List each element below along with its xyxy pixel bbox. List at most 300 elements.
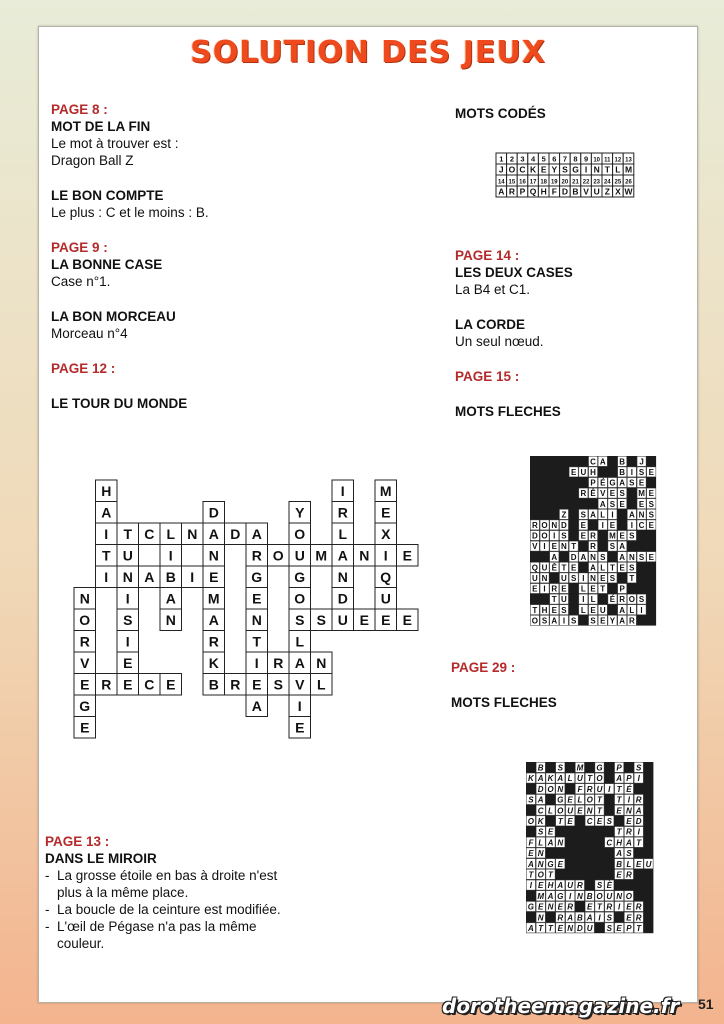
crossword-letter: X xyxy=(381,525,391,542)
grid-letter: S xyxy=(596,881,603,891)
grid-letter: I xyxy=(608,784,611,794)
grid-letter: R xyxy=(626,870,632,880)
page-title: SOLUTION DES JEUX xyxy=(190,35,546,70)
grid-letter: U xyxy=(541,563,548,573)
grid-letter: T xyxy=(616,795,622,805)
grid-letter: Ê xyxy=(551,563,557,573)
grid-letter: E xyxy=(567,795,573,805)
code-text: 25 xyxy=(614,179,622,186)
grid-letter: T xyxy=(528,870,534,880)
grid-letter: D xyxy=(577,924,583,933)
grid-letter: J xyxy=(639,457,644,467)
code-text: 26 xyxy=(625,179,632,186)
crossword-letter: S xyxy=(295,611,305,628)
grid-letter: L xyxy=(577,795,583,805)
grid-letter: I xyxy=(627,795,631,805)
grid-letter: L xyxy=(580,584,586,594)
grid-letter: A xyxy=(626,838,632,848)
grid-letter: S xyxy=(638,595,645,605)
crossword-letter: I xyxy=(190,568,195,585)
crossword-letter: R xyxy=(79,633,90,650)
crossword-letter: S xyxy=(273,676,283,693)
grid-letter: D xyxy=(635,817,642,826)
section-heading: MOT DE LA FIN xyxy=(51,119,151,134)
grid-letter: P xyxy=(626,924,632,933)
grid-letter: A xyxy=(599,457,606,467)
grid-letter: U xyxy=(580,468,587,477)
grid-letter: N xyxy=(561,542,567,552)
grid-letter: N xyxy=(590,552,596,562)
crossword-letter: E xyxy=(166,676,176,693)
code-text: B xyxy=(572,186,579,197)
right-column-top xyxy=(455,105,685,122)
grid-letter: A xyxy=(616,774,622,784)
crossword-letter: Q xyxy=(380,568,392,585)
grid-letter: N xyxy=(628,552,635,562)
grid-letter: S xyxy=(541,616,548,626)
grid-letter: F xyxy=(577,784,583,794)
grid-letter: B xyxy=(586,891,593,901)
crossword-letter: Y xyxy=(295,504,305,521)
grid-letter: O xyxy=(537,870,544,880)
grid-letter: S xyxy=(629,478,635,488)
grid-letter: D xyxy=(531,531,538,541)
grid-letter: E xyxy=(619,499,625,509)
grid-letter: O xyxy=(557,806,564,816)
grid-letter: U xyxy=(567,806,573,816)
grid-letter: L xyxy=(538,838,544,848)
code-text: A xyxy=(498,186,505,197)
grid-letter: T xyxy=(571,542,577,552)
grid-letter: R xyxy=(635,795,642,805)
grid-letter: T xyxy=(616,784,622,794)
code-text: 4 xyxy=(531,154,536,164)
code-text: N xyxy=(593,164,600,175)
code-text: 6 xyxy=(552,154,557,164)
grid-letter: A xyxy=(619,605,626,615)
crossword-letter: E xyxy=(252,676,262,693)
crossword-letter: C xyxy=(144,676,155,693)
grid-letter: V xyxy=(600,489,606,499)
grid-letter: A xyxy=(619,552,626,562)
grid-letter: R xyxy=(567,902,573,912)
crossword-letter: T xyxy=(252,633,262,650)
grid-letter: É xyxy=(609,595,616,605)
crossword-letter: M xyxy=(315,547,328,564)
crossword-letter: U xyxy=(337,611,348,628)
section-heading: DANS LE MIROIR xyxy=(45,851,157,866)
crossword-letter: A xyxy=(101,504,112,521)
code-text: C xyxy=(519,164,526,175)
crossword-letter: E xyxy=(123,654,133,671)
grid-letter: L xyxy=(626,859,632,869)
crossword-letter: L xyxy=(316,676,326,693)
code-text: 5 xyxy=(541,154,546,164)
grid-letter: N xyxy=(638,510,645,520)
section-text: Case n°1. xyxy=(51,274,111,289)
crossword-letter: A xyxy=(208,525,219,542)
grid-letter: E xyxy=(570,468,577,477)
code-text: Z xyxy=(604,186,610,197)
crossword-letter: G xyxy=(251,568,263,585)
grid-letter: A xyxy=(528,859,534,869)
code-text: 19 xyxy=(550,179,558,186)
grid-letter: S xyxy=(606,913,612,923)
crossword-letter: R xyxy=(273,654,284,671)
grid-letter: R xyxy=(619,595,626,605)
mots-fleches-page29-grid xyxy=(526,762,654,934)
tour-du-monde-crossword xyxy=(74,480,414,735)
code-text: O xyxy=(508,164,516,175)
code-text: 11 xyxy=(604,157,611,164)
crossword-letter: E xyxy=(295,719,305,736)
grid-letter: T xyxy=(597,902,602,912)
grid-letter: U xyxy=(561,595,567,605)
grid-letter: K xyxy=(528,774,534,784)
grid-letter: B xyxy=(619,457,626,467)
grid-letter: I xyxy=(637,827,640,837)
grid-letter: A xyxy=(528,924,534,933)
code-text: P xyxy=(519,186,526,197)
grid-letter: E xyxy=(547,827,554,837)
section-page-label: PAGE 14 : xyxy=(455,248,520,263)
section-text: Un seul nœud. xyxy=(455,334,544,349)
crossword-letter: G xyxy=(79,697,91,714)
crossword-letter: N xyxy=(122,568,133,585)
code-text: 10 xyxy=(593,157,601,164)
grid-letter: S xyxy=(609,542,616,552)
section-heading: LA CORDE xyxy=(455,317,525,332)
right-column-low xyxy=(451,659,681,711)
grid-letter: I xyxy=(611,510,614,520)
grid-letter: T xyxy=(629,574,635,583)
grid-letter: G xyxy=(557,891,564,901)
grid-letter: T xyxy=(557,817,563,826)
grid-letter: N xyxy=(557,838,564,848)
grid-letter: I xyxy=(543,542,546,552)
grid-letter: P xyxy=(626,774,632,784)
grid-letter: G xyxy=(557,795,564,805)
grid-letter: M xyxy=(638,489,645,499)
crossword-letter: B xyxy=(165,568,176,585)
grid-letter: T xyxy=(551,595,557,605)
grid-letter: U xyxy=(561,574,567,583)
grid-letter: E xyxy=(587,902,593,912)
section-heading: MOTS FLECHES xyxy=(451,695,557,710)
code-text: 21 xyxy=(572,179,579,186)
section-heading: LA BONNE CASE xyxy=(51,257,163,272)
code-text: H xyxy=(540,186,547,197)
grid-letter: N xyxy=(537,859,544,869)
grid-letter: E xyxy=(557,924,563,933)
grid-letter: A xyxy=(628,510,635,520)
grid-letter: I xyxy=(617,902,621,912)
grid-letter: E xyxy=(609,489,616,499)
grid-letter: E xyxy=(636,859,642,869)
grid-letter: U xyxy=(577,774,583,784)
site-url: dorotheemagazine.fr xyxy=(442,994,680,1018)
grid-letter: I xyxy=(543,584,546,594)
grid-letter: L xyxy=(629,605,635,615)
grid-letter: S xyxy=(629,563,635,573)
list-item: - La grosse étoile en bas à droite n'est plus à la même place. xyxy=(45,867,285,901)
grid-letter: I xyxy=(637,774,640,784)
grid-letter: A xyxy=(580,552,587,562)
crossword-letter: E xyxy=(381,611,391,628)
grid-letter: E xyxy=(616,870,622,880)
grid-letter: O xyxy=(541,521,548,530)
grid-letter: C xyxy=(537,806,544,816)
section-heading: LES DEUX CASES xyxy=(455,265,573,280)
grid-letter: R xyxy=(626,827,632,837)
grid-letter: B xyxy=(619,468,626,477)
grid-letter: I xyxy=(640,605,643,615)
code-text: D xyxy=(561,186,568,197)
grid-letter: N xyxy=(577,891,583,901)
grid-letter: I xyxy=(630,468,633,477)
crossword-letter: E xyxy=(123,676,133,693)
grid-letter: E xyxy=(638,499,645,509)
crossword-letter: I xyxy=(168,547,173,564)
grid-letter: T xyxy=(597,806,602,816)
grid-letter: T xyxy=(616,827,622,837)
grid-letter: S xyxy=(570,574,577,583)
crossword-letter: E xyxy=(402,547,412,564)
grid-letter: I xyxy=(598,913,601,923)
magazine-page xyxy=(38,26,698,1003)
section-page-label: PAGE 29 : xyxy=(451,660,516,675)
crossword-letter: U xyxy=(122,547,133,564)
grid-letter: E xyxy=(600,616,606,626)
grid-letter: É xyxy=(600,478,606,488)
grid-letter: A xyxy=(551,552,558,562)
crossword-letter: A xyxy=(208,611,219,628)
section-heading: LE BON COMPTE xyxy=(51,188,164,203)
grid-letter: I xyxy=(630,521,633,530)
grid-letter: S xyxy=(609,574,616,583)
grid-letter: L xyxy=(600,563,606,573)
code-text: 1 xyxy=(499,154,504,164)
crossword-letter: V xyxy=(295,676,305,693)
grid-letter: R xyxy=(590,542,596,552)
grid-letter: I xyxy=(568,891,572,901)
grid-letter: S xyxy=(638,468,645,477)
grid-letter: E xyxy=(561,584,567,594)
crossword-letter: M xyxy=(207,590,220,607)
grid-letter: D xyxy=(537,784,544,794)
grid-letter: M xyxy=(576,763,584,773)
crossword-letter: G xyxy=(294,568,306,585)
grid-letter: B xyxy=(577,913,583,923)
section-heading: MOTS FLECHES xyxy=(455,404,561,419)
grid-letter: T xyxy=(532,605,538,615)
crossword-letter: E xyxy=(359,611,369,628)
crossword-letter: N xyxy=(208,547,219,564)
code-text: R xyxy=(508,186,515,197)
grid-letter: R xyxy=(635,913,642,923)
mots-fleches-page15-grid xyxy=(530,456,657,626)
grid-letter: G xyxy=(527,902,535,912)
grid-letter: U xyxy=(596,784,603,794)
code-text: J xyxy=(498,164,504,175)
grid-letter: N xyxy=(557,784,564,794)
grid-letter: T xyxy=(597,795,602,805)
grid-letter: O xyxy=(596,891,603,901)
grid-letter: A xyxy=(590,563,596,573)
code-text: 15 xyxy=(508,179,516,186)
grid-letter: E xyxy=(567,817,573,826)
grid-letter: C xyxy=(590,457,596,467)
grid-letter: K xyxy=(537,817,544,826)
grid-letter: A xyxy=(599,499,606,509)
grid-letter: L xyxy=(590,595,596,605)
code-text: 7 xyxy=(562,154,567,164)
code-text: L xyxy=(615,164,621,175)
grid-letter: A xyxy=(590,510,596,520)
grid-letter: R xyxy=(628,616,635,626)
grid-letter: E xyxy=(557,902,563,912)
code-text: 17 xyxy=(529,179,537,186)
grid-letter: N xyxy=(537,913,544,923)
grid-letter: I xyxy=(601,521,604,530)
grid-letter: U xyxy=(531,574,538,583)
crossword-letter: K xyxy=(208,654,219,671)
code-text: G xyxy=(572,164,579,175)
code-text: U xyxy=(593,186,600,197)
section-heading: LA BON MORCEAU xyxy=(51,309,176,324)
grid-letter: M xyxy=(537,891,545,901)
code-text: 20 xyxy=(561,179,569,186)
grid-letter: L xyxy=(567,774,573,784)
crossword-letter: I xyxy=(104,525,109,542)
section-text: Morceau n°4 xyxy=(51,326,128,341)
page13-section xyxy=(45,833,285,952)
grid-letter: S xyxy=(528,795,534,805)
grid-letter: E xyxy=(616,924,622,933)
code-text: 12 xyxy=(614,157,622,164)
grid-letter: P xyxy=(590,478,596,488)
code-text: M xyxy=(624,164,633,175)
grid-letter: N xyxy=(626,806,632,816)
code-text: 9 xyxy=(584,154,589,164)
crossword-letter: I xyxy=(297,697,302,714)
grid-letter: E xyxy=(600,574,606,583)
crossword-letter: R xyxy=(101,676,112,693)
grid-letter: Ê xyxy=(590,489,596,499)
crossword-letter: U xyxy=(380,590,391,607)
left-column xyxy=(51,101,311,412)
crossword-letter: S xyxy=(316,611,326,628)
crossword-letter: A xyxy=(337,547,348,564)
grid-letter: U xyxy=(567,881,573,891)
grid-letter: T xyxy=(587,774,593,784)
grid-letter: T xyxy=(636,838,642,848)
grid-letter: O xyxy=(527,817,535,826)
crossword-letter: A xyxy=(251,525,262,542)
grid-letter: R xyxy=(557,913,564,923)
right-column-mid xyxy=(455,247,685,420)
section-page-label: PAGE 8 : xyxy=(51,102,108,117)
grid-letter: S xyxy=(619,489,625,499)
grid-letter: O xyxy=(531,616,538,626)
grid-letter: P xyxy=(616,763,622,773)
grid-letter: O xyxy=(625,891,633,901)
grid-letter: E xyxy=(596,817,603,826)
code-text: Y xyxy=(551,164,558,175)
crossword-letter: N xyxy=(337,568,348,585)
grid-letter: T xyxy=(548,870,553,880)
grid-letter: O xyxy=(628,595,635,605)
grid-letter: N xyxy=(551,521,558,530)
section-heading: LE TOUR DU MONDE xyxy=(51,396,188,411)
grid-letter: S xyxy=(626,849,632,859)
crossword-letter: R xyxy=(337,504,348,521)
code-text: K xyxy=(530,164,537,175)
grid-letter: E xyxy=(551,605,557,615)
grid-letter: S xyxy=(629,531,635,541)
grid-letter: E xyxy=(557,859,563,869)
crossword-letter: C xyxy=(144,525,155,542)
code-text: S xyxy=(562,164,568,175)
grid-letter: E xyxy=(551,542,557,552)
grid-letter: A xyxy=(557,774,564,784)
grid-letter: I xyxy=(582,574,585,583)
list-item: - La boucle de la ceinture est modifiée. xyxy=(45,901,285,918)
crossword-letter: N xyxy=(251,611,262,628)
grid-letter: E xyxy=(648,552,654,562)
grid-letter: E xyxy=(619,531,625,541)
grid-letter: E xyxy=(538,881,544,891)
grid-letter: A xyxy=(537,774,544,784)
crossword-letter: E xyxy=(381,504,391,521)
section-text: Dragon Ball Z xyxy=(51,153,134,168)
grid-letter: U xyxy=(586,924,593,933)
grid-letter: M xyxy=(609,531,616,541)
grid-letter: S xyxy=(636,763,642,773)
grid-letter: T xyxy=(538,924,544,933)
code-text: Q xyxy=(529,186,537,197)
grid-letter: C xyxy=(586,817,593,826)
grid-letter: U xyxy=(606,891,613,901)
crossword-letter: V xyxy=(80,654,90,671)
code-text: X xyxy=(615,186,621,197)
code-text: 24 xyxy=(603,179,611,186)
crossword-letter: U xyxy=(294,547,305,564)
grid-letter: A xyxy=(619,478,626,488)
section-page-label: PAGE 12 : xyxy=(51,361,116,376)
crossword-letter: L xyxy=(166,525,176,542)
grid-letter: N xyxy=(586,806,593,816)
grid-letter: H xyxy=(616,838,622,848)
code-text: W xyxy=(624,186,633,197)
grid-letter: E xyxy=(577,806,583,816)
grid-letter: H xyxy=(547,881,554,891)
grid-letter: C xyxy=(606,838,613,848)
grid-letter: E xyxy=(626,817,632,826)
grid-letter: N xyxy=(616,891,622,901)
grid-letter: N xyxy=(537,849,544,859)
crossword-letter: I xyxy=(383,547,388,564)
grid-letter: E xyxy=(626,902,632,912)
grid-letter: F xyxy=(528,838,534,848)
crossword-letter: I xyxy=(125,590,130,607)
crossword-letter: N xyxy=(316,654,327,671)
grid-letter: N xyxy=(590,574,596,583)
grid-letter: R xyxy=(586,784,593,794)
grid-letter: S xyxy=(600,552,606,562)
grid-letter: E xyxy=(580,531,587,541)
code-text: 22 xyxy=(582,179,590,186)
